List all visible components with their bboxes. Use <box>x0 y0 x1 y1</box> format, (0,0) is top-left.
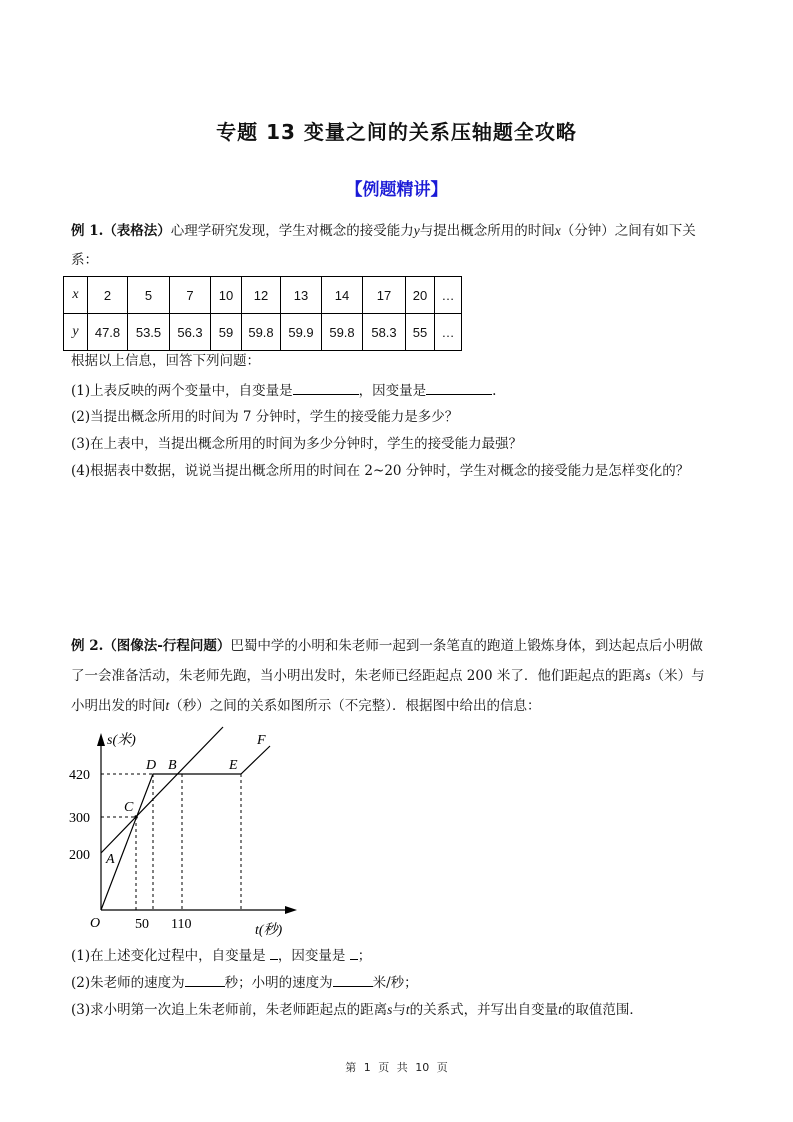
table-cell: 7 <box>170 277 211 314</box>
table-cell: … <box>435 314 462 351</box>
svg-text:110: 110 <box>171 917 192 932</box>
table-cell: 55 <box>406 314 435 351</box>
answer-blank[interactable] <box>350 945 358 960</box>
example2-q3: (3)求小明第一次追上朱老师前，朱老师距起点的距离s与t的关系式，并写出自变量t的取值范围． <box>71 1002 643 1018</box>
example1-statement: 例 1.（表格法）心理学研究发现，学生对概念的接受能力y与提出概念所用的时间x（分钟）之间有如下关 系： <box>71 223 696 268</box>
table-cell: … <box>435 277 462 314</box>
example1-q1: (1)上表反映的两个变量中，自变量是 ，因变量是 . <box>71 380 496 401</box>
y-axis-label: s(米) <box>107 733 136 748</box>
answer-blank[interactable] <box>270 945 278 960</box>
table-cell: 14 <box>322 277 363 314</box>
table-cell: 56.3 <box>170 314 211 351</box>
page-title: 专题 13 变量之间的关系压轴题全攻略 <box>216 120 577 144</box>
example2-label: 例 2.（图像法-行程问题） <box>71 638 231 654</box>
answer-blank[interactable] <box>185 972 225 987</box>
svg-text:50: 50 <box>135 917 149 932</box>
svg-text:420: 420 <box>69 768 90 783</box>
example2-q1: (1)在上述变化过程中，自变量是 ，因变量是 ； <box>71 945 371 966</box>
svg-text:B: B <box>168 758 177 773</box>
table-cell: 10 <box>211 277 242 314</box>
svg-text:300: 300 <box>69 811 90 826</box>
example1-q2: (2)当提出概念所用的时间为 7 分钟时，学生的接受能力是多少？ <box>71 409 459 425</box>
svg-text:A: A <box>106 852 115 867</box>
table-cell: 59 <box>211 314 242 351</box>
table-cell: 53.5 <box>128 314 170 351</box>
table-cell: 58.3 <box>363 314 406 351</box>
svg-text:E: E <box>229 758 238 773</box>
example2-q2: (2)朱老师的速度为 秒；小明的速度为 米/秒； <box>71 972 418 993</box>
row-label-x: x <box>64 277 88 314</box>
example2-statement: 例 2.（图像法-行程问题）巴蜀中学的小明和朱老师一起到一条笔直的跑道上锻炼身体，到达起点后小明做 了一会准备活动，朱老师先跑，当小明出发时，朱老师已经距起点 200 米了．他们距起点的距离s（米）与 小明出发的时间t（秒）之间的关系如图所示（不完整）．根据图中给出的信息： <box>71 638 705 714</box>
table-cell: 47.8 <box>88 314 128 351</box>
row-label-y: y <box>64 314 88 351</box>
table-cell: 59.8 <box>242 314 281 351</box>
y-axis-arrow-icon <box>97 733 105 746</box>
section-heading: 【例题精讲】 <box>345 180 448 200</box>
example1-intro: 根据以上信息，回答下列问题： <box>71 353 260 369</box>
table-cell: 20 <box>406 277 435 314</box>
table-cell: 17 <box>363 277 406 314</box>
answer-blank[interactable] <box>333 972 373 987</box>
example1-q4: (4)根据表中数据，说说当提出概念所用的时间在 2~20 分钟时，学生对概念的接受能力是怎样变化的？ <box>71 463 690 479</box>
xiaoming-line <box>101 746 270 910</box>
x-axis-arrow-icon <box>285 906 297 914</box>
table-cell: 2 <box>88 277 128 314</box>
svg-text:200: 200 <box>69 848 90 863</box>
example1-label: 例 1.（表格法） <box>71 223 171 239</box>
table-cell: 13 <box>281 277 322 314</box>
table-cell: 59.8 <box>322 314 363 351</box>
svg-text:O: O <box>90 916 101 931</box>
table-cell: 12 <box>242 277 281 314</box>
svg-text:C: C <box>124 800 134 815</box>
page-footer: 第 1 页 共 10 页 <box>345 1061 448 1074</box>
table-cell: 5 <box>128 277 170 314</box>
svg-text:F: F <box>257 733 266 748</box>
table-cell: 59.9 <box>281 314 322 351</box>
example1-q3: (3)在上表中，当提出概念所用的时间为多少分钟时，学生的接受能力最强？ <box>71 436 523 452</box>
x-axis-label: t(秒) <box>255 923 283 938</box>
svg-text:D: D <box>146 758 157 773</box>
